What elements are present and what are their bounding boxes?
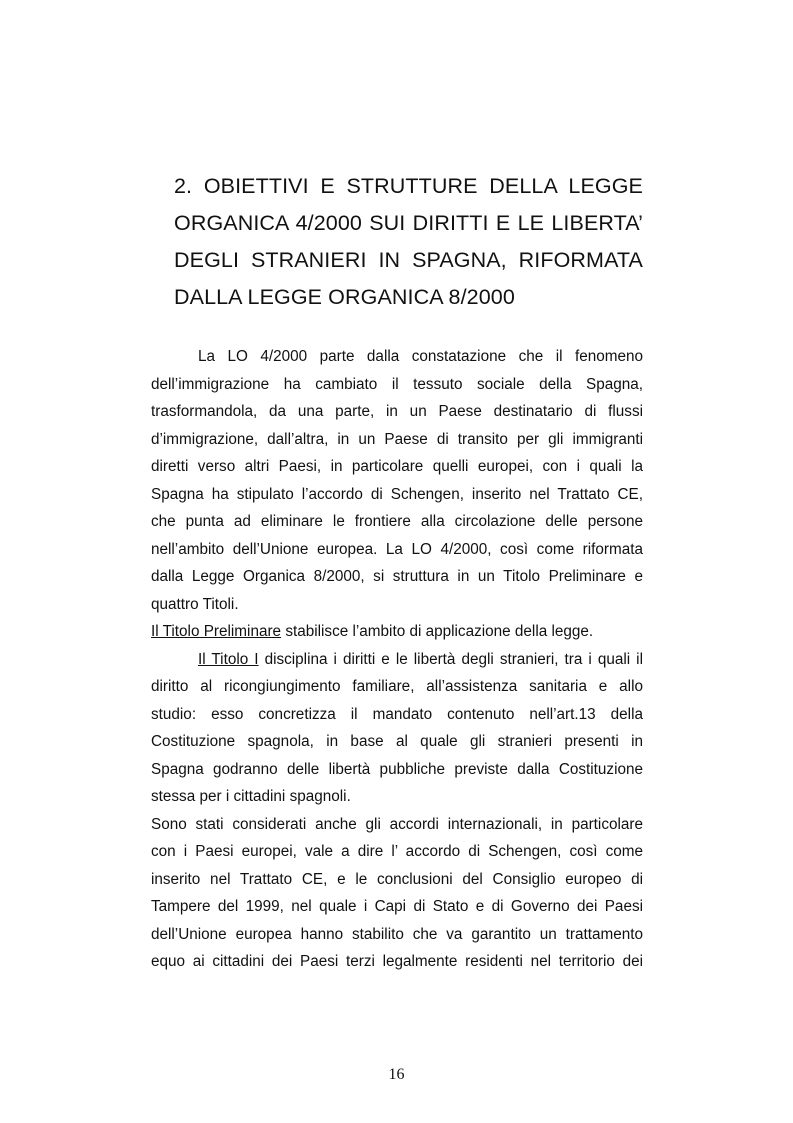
text-line: studio: esso concretizza il mandato contenuto nell’art.13 della [151, 705, 643, 723]
underlined-term: Il Titolo Preliminare [151, 623, 282, 640]
page-number: 16 [388, 1066, 405, 1083]
text-line: dalla Legge Organica 8/2000, si struttura in un Titolo Preliminare e [151, 568, 643, 585]
heading-line: DALLA LEGGE ORGANICA 8/2000 [174, 285, 515, 309]
text-line: Spagna godranno delle libertà pubbliche previste dalla Costituzione [151, 760, 643, 778]
text-line: inserito nel Trattato CE, e le conclusioni del Consiglio europeo di [151, 870, 643, 888]
text-line: Spagna ha stipulato l’accordo di Schengen, inserito nel Trattato CE, [151, 485, 643, 503]
paragraph-accordi [151, 811, 643, 976]
section-heading [174, 168, 643, 316]
text-line: con i Paesi europei, vale a dire l’ accordo di Schengen, così come [151, 843, 643, 860]
heading-line: 2. OBIETTIVI E STRUTTURE DELLA LEGGE [174, 174, 643, 198]
heading-line: ORGANICA 4/2000 SUI DIRITTI E LE LIBERTA’ [174, 211, 643, 235]
paragraph-titolo-preliminare [151, 618, 643, 646]
text-line: stessa per i cittadini spagnoli. [151, 788, 351, 805]
text-line: diretti verso altri Paesi, in particolare quelli europei, con i quali la [151, 458, 643, 475]
paragraph-titolo-i [151, 646, 643, 811]
text-line: nell’ambito dell’Unione europea. La LO 4/2000, così come riformata [151, 540, 643, 558]
text-line: dell’Unione europea hanno stabilito che va garantito un trattamento [151, 925, 643, 943]
heading-line: DEGLI STRANIERI IN SPAGNA, RIFORMATA [174, 248, 643, 272]
text-line [151, 646, 643, 674]
text-line: dell’immigrazione ha cambiato il tessuto sociale della Spagna, [151, 375, 643, 393]
paragraph-intro [151, 343, 643, 618]
text-fragment: disciplina i diritti e le libertà degli stranieri, tra i quali il [258, 650, 643, 668]
text-line: quattro Titoli. [151, 595, 239, 613]
text-line: d’immigrazione, dall’altra, in un Paese di transito per gli immigranti [151, 430, 643, 448]
text-line [151, 618, 643, 646]
text-line: Tampere del 1999, nel quale i Capi di Stato e di Governo dei Paesi [151, 898, 643, 915]
text-line: La LO 4/2000 parte dalla constatazione che il fenomeno [198, 348, 643, 365]
text-line: trasformandola, da una parte, in un Paese destinatario di flussi [151, 403, 643, 420]
text-fragment: stabilisce l’ambito di applicazione della legge. [281, 623, 594, 640]
text-line: equo ai cittadini dei Paesi terzi legalmente residenti nel territorio dei [151, 953, 643, 970]
text-line: diritto al ricongiungimento familiare, all’assistenza sanitaria e allo [151, 678, 643, 695]
text-line: che punta ad eliminare le frontiere alla circolazione delle persone [151, 513, 643, 530]
body-text [151, 343, 643, 976]
text-line: Costituzione spagnola, in base al quale gli stranieri presenti in [151, 733, 643, 750]
underlined-term: Il Titolo I [198, 650, 259, 668]
text-line: Sono stati considerati anche gli accordi internazionali, in particolare [151, 815, 643, 833]
